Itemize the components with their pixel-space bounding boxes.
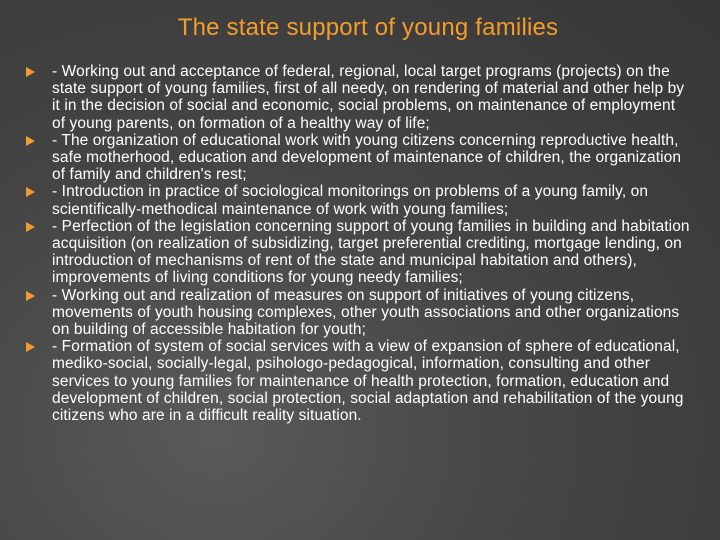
triangle-right-icon: [26, 222, 35, 232]
bullet-item: [26, 338, 690, 424]
bullet-item: [26, 132, 690, 184]
bullet-item: [26, 287, 690, 339]
triangle-right-icon: [26, 342, 35, 352]
bullet-text: - Introduction in practice of sociological monitorings on problems of a young family, on scientifically-methodical maintenance of work with young families;: [52, 183, 649, 218]
bullet-text: - Perfection of the legislation concerning support of young families in building and habitation acquisition (on realization of subsidizing, target preferential crediting, mortgage lending, on introduction of mechanisms of rent of the state and municipal habitation and others), improvements of living conditions for young needy families;: [52, 217, 690, 287]
triangle-right-icon: [26, 187, 35, 197]
bullet-text: - The organization of educational work with young citizens concerning reproductive health, safe motherhood, education and development of maintenance of children, the organization of family and children's rest;: [52, 131, 682, 184]
triangle-right-icon: [26, 136, 35, 146]
bullet-text: - Formation of system of social services with a view of expansion of sphere of educational, mediko-social, socially-legal, psihologo-pedagogical, information, consulting and other services to young families for maintenance of health protection, formation, education and development of children, social protection, social adaptation and rehabilitation of the young citizens who are in a difficult reality situation.: [52, 338, 684, 425]
bullet-text: - Working out and acceptance of federal, regional, local target programs (projects) on the state support of young families, first of all needy, on rendering of material and other help by it in the decision of social and economic, social problems, on maintenance of employment of young parents, on formation of a healthy way of life;: [52, 63, 685, 132]
bullet-item: [26, 183, 690, 217]
triangle-right-icon: [26, 291, 35, 301]
bullet-item: [26, 63, 690, 132]
bullet-item: [26, 218, 690, 287]
triangle-right-icon: [26, 67, 35, 77]
slide-title: The state support of young families: [177, 14, 559, 41]
bullet-text: - Working out and realization of measures on support of initiatives of young citizens, movements of youth housing complexes, other youth associations and other organizations on building of accessible habitation for youth;: [52, 286, 680, 339]
bullet-list: [26, 63, 690, 424]
